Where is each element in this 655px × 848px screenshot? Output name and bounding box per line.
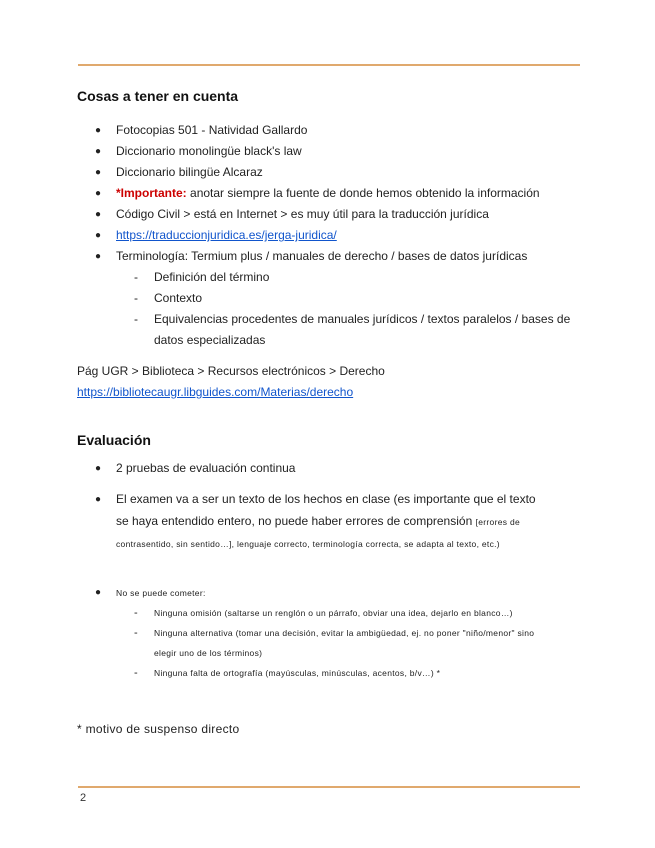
list-evaluacion	[77, 458, 577, 479]
list-cosas	[77, 120, 577, 351]
footnote: * motivo de suspenso directo	[77, 722, 240, 736]
list-evaluacion-3	[77, 583, 577, 603]
sub-item: - Equivalencias procedentes de manuales jurídicos / textos paralelos / bases de datos especializadas	[134, 312, 571, 347]
list-item: ● Diccionario monolingüe black's law	[77, 141, 577, 162]
sub-item: - Definición del término	[134, 270, 270, 284]
bullet-icon: ●	[95, 209, 102, 220]
sub-item: - Ninguna alternativa (tomar una decisión, evitar la ambigüedad, ej. no poner "niño/menor" sino elegir uno de los términos)	[134, 627, 535, 658]
sub-item: - Ninguna falta de ortografía (mayúsculas, minúsculas, acentos, b/v…) *	[134, 667, 441, 679]
list-item	[77, 225, 577, 246]
list-item: ● Terminología: Termium plus / manuales de derecho / bases de datos jurídicas	[77, 246, 577, 267]
list-item: ● No se puede cometer:	[77, 583, 577, 603]
list-item: ● Diccionario bilingüe Alcaraz	[77, 162, 577, 183]
sub-item: - Ninguna omisión (saltarse un renglón o un párrafo, obviar una idea, dejarlo en blanco…)	[134, 607, 513, 619]
bullet-icon: ●	[95, 125, 102, 136]
link-biblioteca-ugr[interactable]: https://bibliotecaugr.libguides.com/Materias/derecho	[77, 385, 354, 399]
bullet-icon: ●	[95, 167, 102, 178]
list-item: ● El examen va a ser un texto de los hechos en clase (es importante que el texto se haya entendido entero, no puede haber errores de comprensión [errores de contrasentido, sin sentido…], lenguaje correcto, terminología correcta, se adapta al texto, etc.)	[77, 489, 539, 556]
bullet-icon: ●	[95, 146, 102, 157]
list-evaluacion-2	[77, 489, 577, 556]
header-rule	[78, 64, 580, 66]
bullet-icon: ●	[95, 587, 102, 598]
path-text: Pág UGR > Biblioteca > Recursos electrónicos > Derecho	[77, 364, 385, 378]
list-item: ● 2 pruebas de evaluación continua	[77, 458, 577, 479]
bullet-icon: ●	[95, 230, 102, 241]
section-title-evaluacion: Evaluación	[77, 432, 151, 448]
important-label: *Importante:	[116, 186, 187, 200]
sub-item: - Contexto	[134, 291, 203, 305]
link-traduccion-juridica[interactable]: https://traduccionjuridica.es/jerga-juridica/	[116, 228, 337, 242]
list-item: ● Fotocopias 501 - Natividad Gallardo	[77, 120, 577, 141]
bullet-icon: ●	[95, 494, 102, 505]
bullet-icon: ●	[95, 188, 102, 199]
bullet-icon: ●	[95, 463, 102, 474]
list-item: ● Código Civil > está en Internet > es muy útil para la traducción jurídica	[77, 204, 577, 225]
section-title-cosas: Cosas a tener en cuenta	[77, 88, 239, 104]
list-evaluacion-sub	[77, 603, 577, 683]
bullet-icon: ●	[95, 251, 102, 262]
list-item: ● *Importante: anotar siempre la fuente de donde hemos obtenido la información	[77, 183, 577, 204]
footer-rule	[78, 786, 580, 788]
page-number: 2	[80, 792, 87, 804]
